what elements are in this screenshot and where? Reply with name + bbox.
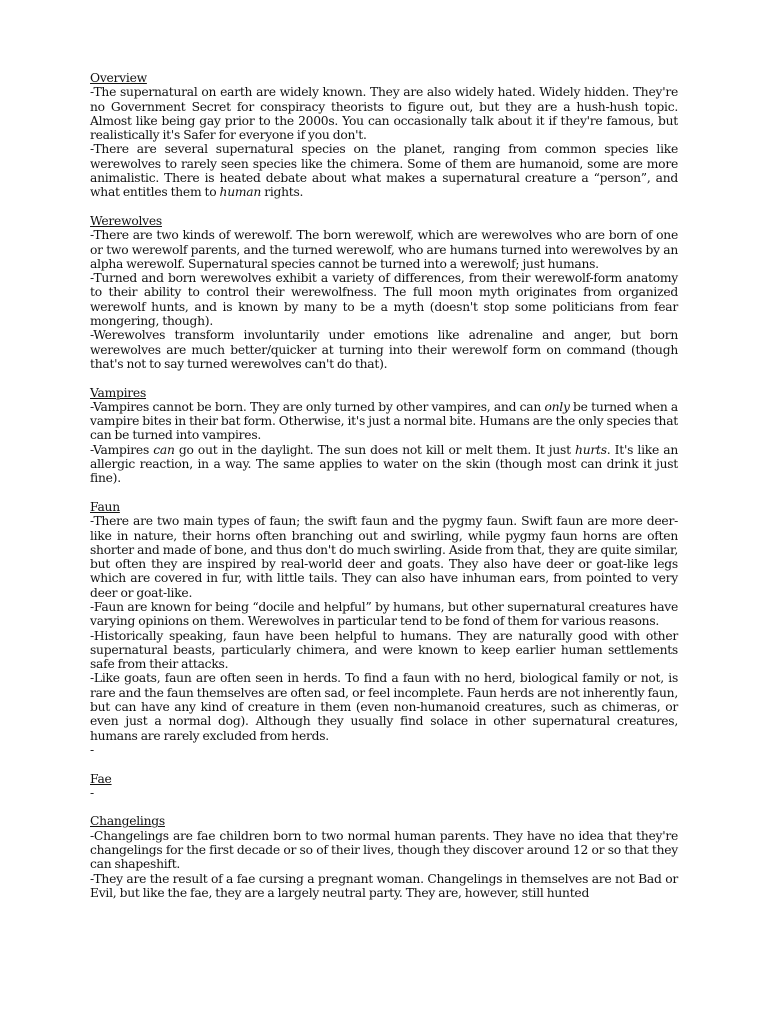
paragraph-text: -Turned and born werewolves exhibit a variety of differences, from their werewolf-form anatomy to their ability to control their werewolfness. The full moon myth originates from organized werewolf hunts, and is known by many to be a myth (doesn't stop some politicians from fear mongering, though). <box>90 271 678 329</box>
paragraph-text: rights. <box>261 185 304 200</box>
paragraph-text: . It's like an allergic reaction, in a way. The same applies to water on the skin (though most can drink it just fine). <box>90 442 678 486</box>
section-heading: Overview <box>90 71 147 85</box>
paragraph <box>90 629 678 672</box>
section-heading: Werewolves <box>90 213 162 228</box>
emphasis-text: hurts <box>575 442 607 457</box>
paragraph <box>90 671 678 742</box>
paragraph <box>90 829 678 872</box>
section-fae <box>90 772 678 801</box>
paragraph <box>90 443 678 486</box>
paragraph-text: - <box>90 742 94 757</box>
paragraph-text: -Like goats, faun are often seen in herds. To find a faun with no herd, biological family or not, is rare and the faun themselves are often sad, or feel incomplete. Faun herds are not inherently faun, but can have any kind of creature in them (even non-humanoid creatures, such as chimeras, or even just a normal dog). Although they usually find solace in other supernatural creatures, humans are rarely excluded from herds. <box>90 671 678 743</box>
section-overview <box>90 71 678 200</box>
section-heading: Fae <box>90 771 112 786</box>
section-heading: Faun <box>90 499 120 514</box>
paragraph <box>90 600 678 629</box>
emphasis-text: human <box>219 185 262 200</box>
paragraph-text: - <box>90 785 94 800</box>
paragraph <box>90 743 678 757</box>
paragraph-text: -Faun are known for being “docile and helpful” by humans, but other supernatural creatures have varying opinions on them. Werewolves in particular tend to be fond of them for various reasons. <box>90 599 678 629</box>
section-heading: Changelings <box>90 814 165 829</box>
paragraph <box>90 271 678 328</box>
paragraph <box>90 228 678 271</box>
emphasis-text: only <box>544 399 570 414</box>
paragraph-text: -Historically speaking, faun have been helpful to humans. They are naturally good with other supernatural beasts, particularly chimera, and were known to keep earlier human settlements safe from their attacks. <box>90 628 678 672</box>
section-vampires <box>90 386 678 486</box>
paragraph <box>90 872 678 901</box>
paragraph-text: -Vampires cannot be born. They are only turned by other vampires, and can <box>90 399 545 414</box>
paragraph <box>90 85 678 142</box>
paragraph-text: -They are the result of a fae cursing a pregnant woman. Changelings in themselves are not Bad or Evil, but like the fae, they are a largely neutral party. They are, however, still hunted <box>90 871 678 900</box>
document-body <box>90 71 678 915</box>
paragraph-text: -There are several supernatural species on the planet, ranging from common species like werewolves to rarely seen species like the chimera. Some of them are humanoid, some are more animalistic. There is heated debate about what makes a supernatural creature a “person”, and what entitles them to <box>90 142 678 200</box>
paragraph <box>90 514 678 600</box>
paragraph <box>90 400 678 443</box>
section-heading: Vampires <box>90 385 147 400</box>
emphasis-text: can <box>153 442 175 457</box>
paragraph <box>90 142 678 199</box>
section-faun <box>90 500 678 757</box>
paragraph-text: go out in the daylight. The sun does not kill or melt them. It just <box>174 442 576 457</box>
paragraph-text: -Changelings are fae children born to two normal human parents. They have no idea that they're changelings for the first decade or so of their lives, though they discover around 12 or so that they can shapeshift. <box>90 828 678 872</box>
section-werewolves <box>90 214 678 371</box>
section-changelings <box>90 814 678 900</box>
paragraph-text: -There are two kinds of werewolf. The born werewolf, which are werewolves who are born of one or two werewolf parents, and the turned werewolf, who are humans turned into werewolves by an alpha werewolf. Supernatural species cannot be turned into a werewolf; just humans. <box>90 228 678 271</box>
paragraph-text: -There are two main types of faun; the swift faun and the pygmy faun. Swift faun are more deer-like in nature, their horns often branching out and swirling, while pygmy faun horns are often shorter and made of bone, and thus don't do much swirling. Aside from that, they are quite similar, but often they are inspired by real-world deer and goats. They also have deer or goat-like legs which are covered in fur, with little tails. They can also have inhuman ears, from pointed to very deer or goat-like. <box>90 514 678 600</box>
paragraph-text: -Werewolves transform involuntarily under emotions like adrenaline and anger, but born werewolves are much better/quicker at turning into their werewolf form on command (though that's not to say turned werewolves can't do that). <box>90 328 678 371</box>
paragraph-text: -Vampires <box>90 442 154 457</box>
paragraph-text: -The supernatural on earth are widely known. They are also widely hated. Widely hidden. They're no Government Secret for conspiracy theorists to figure out, but they are a hush-hush topic. Almost like being gay prior to the 2000s. You can occasionally talk about it if they're famous, but realistically it's Safer for everyone if you don't. <box>90 85 678 143</box>
paragraph-text: be turned when a vampire bites in their bat form. Otherwise, it's just a normal bite. Humans are the only species that can be turned into vampires. <box>90 399 678 443</box>
paragraph <box>90 328 678 371</box>
paragraph <box>90 786 678 800</box>
